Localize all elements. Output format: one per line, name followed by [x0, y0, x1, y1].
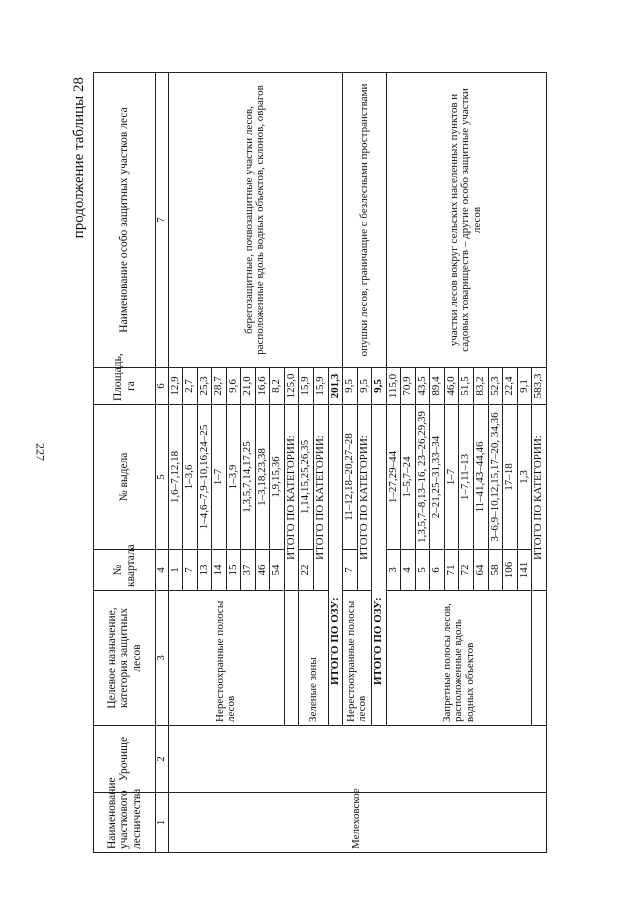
kvartal-cell: 4	[401, 550, 416, 591]
area-cell: 52,3	[488, 368, 503, 405]
col-number: 5	[156, 405, 169, 550]
category-zelenye: Зеленые зоны	[299, 591, 328, 726]
vydel-cell: 1,9,15,36	[270, 405, 285, 550]
area-cell: 9,6	[226, 368, 241, 405]
area-cell: 25,3	[197, 368, 212, 405]
vydel-cell: 17–18	[503, 405, 518, 550]
header-row	[94, 73, 156, 853]
kvartal-cell: 54	[270, 550, 285, 591]
vydel-cell: 2–21,25–31,33–34	[430, 405, 445, 550]
area-cell: 9,5	[343, 368, 358, 405]
vydel-cell: 1–5,7–24	[401, 405, 416, 550]
osobo-uchastki: участки лесов вокруг сельских населенных пунктов и садовых товариществ – другие особо защитные участки лесов	[386, 73, 546, 368]
urochishche-cell	[168, 726, 546, 793]
vydel-cell: 1,3	[517, 405, 532, 550]
kvartal-cell: 15	[226, 550, 241, 591]
vydel-cell: 1,6–7,12,18	[168, 405, 183, 550]
category-nerestoohrannye: Нерестоохранные полосы лесов	[168, 591, 284, 726]
col-number: 3	[156, 591, 169, 726]
area-cell: 21,0	[241, 368, 256, 405]
kvartal-cell: 7	[343, 550, 358, 591]
itogo-label: ИТОГО ПО КАТЕГОРИИ:	[532, 405, 547, 591]
kvartal-cell: 3	[386, 550, 401, 591]
header-osobo: Наименование особо защитных участков леса	[94, 73, 156, 368]
page-number: 227	[33, 443, 48, 461]
vydel-cell: 1,3,5,7–8,13–16, 23–26,29,39	[415, 405, 430, 550]
kvartal-cell: 5	[415, 550, 430, 591]
kvartal-cell: 6	[430, 550, 445, 591]
col-number: 4	[156, 550, 169, 591]
area-cell: 70,9	[401, 368, 416, 405]
area-cell: 2,7	[183, 368, 198, 405]
vydel-cell: 1–3,6	[183, 405, 198, 550]
header-area: Площадь, га	[94, 368, 156, 405]
vydel-cell: 1–7,11–13	[459, 405, 474, 550]
header-kvartal: № квартала	[94, 550, 156, 591]
kvartal-cell: 71	[444, 550, 459, 591]
col-number: 6	[156, 368, 169, 405]
itogo-ozu-area: 201,3	[328, 368, 343, 405]
kvartal-cell: 58	[488, 550, 503, 591]
itogo-area: 9,5	[357, 368, 372, 405]
osobo-opushki: опушки лесов, граничащие с безлесными пространствами	[343, 73, 387, 368]
area-cell: 22,4	[503, 368, 518, 405]
col-number: 1	[156, 793, 169, 853]
empty-category-cell	[532, 591, 547, 726]
area-cell: 89,4	[430, 368, 445, 405]
vydel-cell: 1,14,15,25,26,35	[299, 405, 314, 550]
vydel-cell: 1,3,5,7,14,17,25	[241, 405, 256, 550]
itogo-label: ИТОГО ПО КАТЕГОРИИ:	[284, 405, 299, 591]
rotated-table-page	[71, 73, 577, 853]
vydel-cell: 11–41,43–44,46	[474, 405, 489, 550]
kvartal-cell: 72	[459, 550, 474, 591]
kvartal-cell: 22	[299, 550, 314, 591]
vydel-cell: 1–7	[212, 405, 227, 550]
kvartal-cell: 106	[503, 550, 518, 591]
vydel-cell: 3–6,9–10,12,15,17–20, 34,36	[488, 405, 503, 550]
kvartal-cell: 13	[197, 550, 212, 591]
area-cell: 28,7	[212, 368, 227, 405]
itogo-ozu-label: ИТОГО ПО ОЗУ:	[372, 405, 387, 726]
area-cell: 43,5	[415, 368, 430, 405]
header-urochishche: Урочище	[94, 726, 156, 793]
kvartal-cell: 64	[474, 550, 489, 591]
vydel-cell: 1–4,6–7,9–10,16,24–25	[197, 405, 212, 550]
header-vydel: № выдела	[94, 405, 156, 550]
kvartal-cell: 7	[183, 550, 198, 591]
itogo-area: 125,0	[284, 368, 299, 405]
itogo-label: ИТОГО ПО КАТЕГОРИИ:	[314, 405, 329, 591]
kvartal-cell: 37	[241, 550, 256, 591]
vydel-cell: 1–3,18,23,38	[255, 405, 270, 550]
column-number-row	[156, 73, 169, 853]
vydel-cell: 1–3,9	[226, 405, 241, 550]
area-cell: 16,6	[255, 368, 270, 405]
col-number: 2	[156, 726, 169, 793]
itogo-ozu-label: ИТОГО ПО ОЗУ:	[328, 405, 343, 726]
vydel-cell: 1–27,29–44	[386, 405, 401, 550]
kvartal-cell: 14	[212, 550, 227, 591]
area-cell: 12,9	[168, 368, 183, 405]
category-zapretnye: Запретные полосы лесов, расположенные вдоль водных объектов	[386, 591, 531, 726]
kvartal-cell: 46	[255, 550, 270, 591]
empty-category-cell	[284, 591, 299, 726]
area-cell: 8,2	[270, 368, 285, 405]
osobo-beregozashchitnye: берегозащитные, почвозащитные участки лесов, расположенные вдоль водных объектов, склонов, оврагов	[168, 73, 343, 368]
col-number: 7	[156, 73, 169, 368]
header-lesnichestvo: Наименование участкового лесничества	[94, 793, 156, 853]
area-cell: 83,2	[474, 368, 489, 405]
category-nerestoohrannye-2: Нерестоохранные полосы лесов	[343, 591, 372, 726]
kvartal-cell: 1	[168, 550, 183, 591]
area-cell: 9,1	[517, 368, 532, 405]
table-row	[168, 73, 183, 853]
protected-forest-table	[93, 72, 547, 853]
table-caption: продолжение таблицы 28	[71, 77, 87, 239]
area-cell: 46,0	[444, 368, 459, 405]
area-cell: 51,5	[459, 368, 474, 405]
kvartal-cell: 141	[517, 550, 532, 591]
vydel-cell: 11–12,18–20,27–28	[343, 405, 358, 550]
vydel-cell: 1–7	[444, 405, 459, 550]
itogo-label: ИТОГО ПО КАТЕГОРИИ:	[357, 405, 372, 591]
itogo-area: 15,9	[314, 368, 329, 405]
header-category: Целевое назначение, категория защитных лесов	[94, 591, 156, 726]
lesnichestvo-cell: Мелеховское	[168, 793, 546, 853]
itogo-area: 583,3	[532, 368, 547, 405]
itogo-ozu-area: 9,5	[372, 368, 387, 405]
area-cell: 15,9	[299, 368, 314, 405]
area-cell: 115,0	[386, 368, 401, 405]
